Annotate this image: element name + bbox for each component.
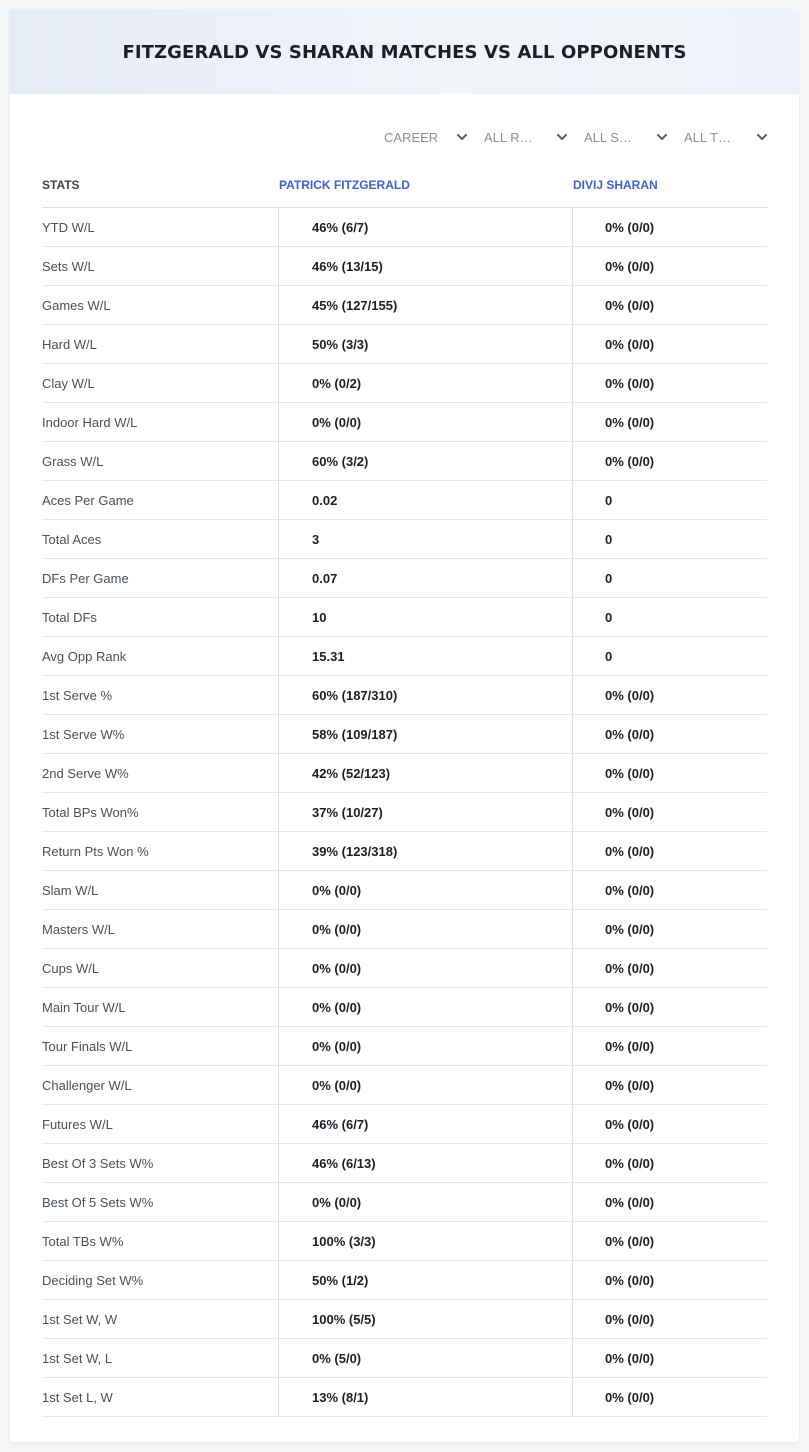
player2-stat-value: 0% (0/0) [572,403,767,441]
table-row [42,754,767,793]
player2-stat-value: 0% (0/0) [572,676,767,714]
column-header-player1-link[interactable]: PATRICK FITZGERALD [279,177,410,192]
table-row [42,403,767,442]
table-body [42,208,767,1417]
player2-stat-value: 0% (0/0) [572,1300,767,1338]
filter-period-label: CAREER [384,129,439,145]
player2-stat-value: 0% (0/0) [572,364,767,402]
stat-label: Games W/L [42,297,111,313]
table-row [42,910,767,949]
player1-stat-value: 0% (0/0) [278,910,572,948]
player1-stat-value: 46% (13/15) [278,247,572,285]
player2-stat-value: 0 [572,598,767,636]
stat-label: Cups W/L [42,960,100,976]
player2-stat-value: 0% (0/0) [572,442,767,480]
table-row [42,1339,767,1378]
table-row [42,1183,767,1222]
stat-label: Grass W/L [42,453,104,469]
stat-label: Main Tour W/L [42,999,126,1015]
stat-label: Total Aces [42,531,102,547]
stats-table [42,162,767,1417]
player1-stat-value: 100% (3/3) [278,1222,572,1260]
player1-stat-value: 0% (0/0) [278,988,572,1026]
page-title: FITZGERALD VS SHARAN MATCHES VS ALL OPPONENTS [122,41,687,63]
player1-stat-value: 0% (5/0) [278,1339,572,1377]
player1-stat-value: 0% (0/2) [278,364,572,402]
stat-label: Total BPs Won% [42,804,139,820]
player2-stat-value: 0% (0/0) [572,208,767,246]
player1-stat-value: 13% (8/1) [278,1378,572,1416]
player2-stat-value: 0% (0/0) [572,1105,767,1143]
card-header [10,10,799,94]
player1-stat-value: 46% (6/7) [278,1105,572,1143]
stat-label: Masters W/L [42,921,115,937]
player2-stat-value: 0% (0/0) [572,1261,767,1299]
table-header [42,162,767,208]
stat-label: Aces Per Game [42,492,134,508]
table-row [42,247,767,286]
table-row [42,1300,767,1339]
player1-stat-value: 0.02 [278,481,572,519]
player1-stat-value: 45% (127/155) [278,286,572,324]
table-row [42,1222,767,1261]
player1-stat-value: 42% (52/123) [278,754,572,792]
player2-stat-value: 0% (0/0) [572,247,767,285]
table-row [42,481,767,520]
player1-stat-value: 0% (0/0) [278,871,572,909]
player2-stat-value: 0% (0/0) [572,1066,767,1104]
table-row [42,832,767,871]
table-row [42,949,767,988]
filter-surface-label: ALL S… [584,129,632,145]
chevron-down-icon [656,131,668,143]
player2-stat-value: 0% (0/0) [572,754,767,792]
player2-stat-value: 0% (0/0) [572,871,767,909]
table-row [42,676,767,715]
table-row [42,637,767,676]
stat-label: YTD W/L [42,219,95,235]
player1-stat-value: 0% (0/0) [278,403,572,441]
table-row [42,208,767,247]
player1-stat-value: 0.07 [278,559,572,597]
player1-stat-value: 10 [278,598,572,636]
table-row [42,325,767,364]
player2-stat-value: 0 [572,520,767,558]
player2-stat-value: 0 [572,637,767,675]
player2-stat-value: 0% (0/0) [572,1183,767,1221]
chevron-down-icon [756,131,768,143]
stat-label: Slam W/L [42,882,99,898]
table-row [42,364,767,403]
stat-label: Challenger W/L [42,1077,132,1093]
filter-round-label: ALL R… [484,129,533,145]
table-row [42,1027,767,1066]
table-row [42,871,767,910]
stat-label: 1st Set W, W [42,1311,118,1327]
player2-stat-value: 0% (0/0) [572,715,767,753]
player2-stat-value: 0% (0/0) [572,325,767,363]
stat-label: Sets W/L [42,258,95,274]
player1-stat-value: 60% (3/2) [278,442,572,480]
player2-stat-value: 0 [572,481,767,519]
stat-label: Indoor Hard W/L [42,414,138,430]
table-row [42,715,767,754]
player2-stat-value: 0% (0/0) [572,988,767,1026]
player2-stat-value: 0% (0/0) [572,286,767,324]
table-row [42,442,767,481]
player1-stat-value: 100% (5/5) [278,1300,572,1338]
table-row [42,1066,767,1105]
filter-bar [384,126,768,148]
column-header-player2-link[interactable]: DIVIJ SHARAN [573,177,658,192]
player1-stat-value: 50% (3/3) [278,325,572,363]
filter-surface-select[interactable] [584,126,668,148]
stat-label: 2nd Serve W% [42,765,129,781]
player2-stat-value: 0% (0/0) [572,949,767,987]
table-row [42,1261,767,1300]
player1-stat-value: 0% (0/0) [278,1183,572,1221]
player1-stat-value: 58% (109/187) [278,715,572,753]
table-row [42,1105,767,1144]
stat-label: Deciding Set W% [42,1272,144,1288]
stat-label: Hard W/L [42,336,97,352]
table-row [42,793,767,832]
player2-stat-value: 0% (0/0) [572,793,767,831]
table-row [42,286,767,325]
player1-stat-value: 39% (123/318) [278,832,572,870]
filter-period-select[interactable] [384,126,468,148]
filter-tournament-select[interactable] [684,126,768,148]
player2-stat-value: 0% (0/0) [572,910,767,948]
player1-stat-value: 46% (6/13) [278,1144,572,1182]
chevron-down-icon [556,131,568,143]
player2-stat-value: 0% (0/0) [572,1027,767,1065]
stat-label: 1st Set W, L [42,1350,113,1366]
player1-stat-value: 0% (0/0) [278,1027,572,1065]
table-row [42,598,767,637]
table-row [42,988,767,1027]
stat-label: Avg Opp Rank [42,648,127,664]
player1-stat-value: 3 [278,520,572,558]
player2-stat-value: 0% (0/0) [572,1144,767,1182]
column-header-stats: STATS [42,177,80,192]
player1-stat-value: 46% (6/7) [278,208,572,246]
stat-label: Clay W/L [42,375,95,391]
filter-tournament-label: ALL T… [684,129,731,145]
stat-label: 1st Serve % [42,687,113,703]
stat-label: DFs Per Game [42,570,129,586]
table-row [42,1378,767,1417]
stat-label: Futures W/L [42,1116,113,1132]
player1-stat-value: 15.31 [278,637,572,675]
filter-round-select[interactable] [484,126,568,148]
player1-stat-value: 0% (0/0) [278,1066,572,1104]
stat-label: Best Of 3 Sets W% [42,1155,154,1171]
player2-stat-value: 0% (0/0) [572,1378,767,1416]
stat-label: Return Pts Won % [42,843,149,859]
player1-stat-value: 60% (187/310) [278,676,572,714]
player1-stat-value: 37% (10/27) [278,793,572,831]
stat-label: Tour Finals W/L [42,1038,133,1054]
stat-label: 1st Set L, W [42,1389,113,1405]
player2-stat-value: 0% (0/0) [572,1222,767,1260]
player2-stat-value: 0% (0/0) [572,1339,767,1377]
stat-label: Total TBs W% [42,1233,124,1249]
table-row [42,520,767,559]
stat-label: 1st Serve W% [42,726,125,742]
stat-label: Total DFs [42,609,97,625]
player1-stat-value: 50% (1/2) [278,1261,572,1299]
table-row [42,559,767,598]
stats-card [10,10,799,1442]
player1-stat-value: 0% (0/0) [278,949,572,987]
chevron-down-icon [456,131,468,143]
player2-stat-value: 0 [572,559,767,597]
player2-stat-value: 0% (0/0) [572,832,767,870]
stat-label: Best Of 5 Sets W% [42,1194,154,1210]
table-row [42,1144,767,1183]
